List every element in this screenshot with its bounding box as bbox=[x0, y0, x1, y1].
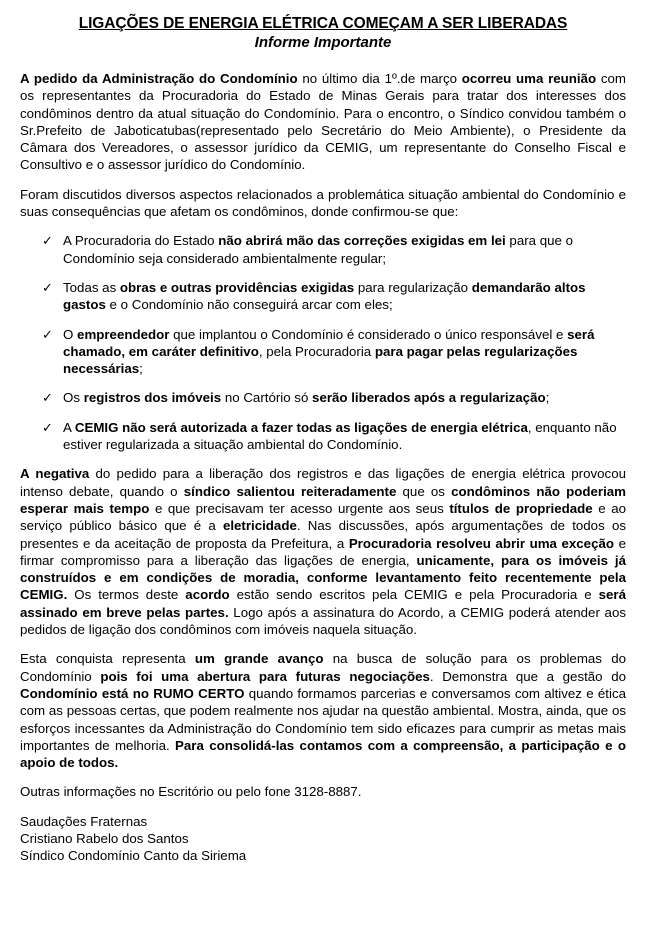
p3-s1: A negativa bbox=[20, 466, 90, 482]
c5-text-c: , enquanto não estiver regularizada a situação ambiental do Condomínio. bbox=[63, 419, 617, 453]
document-subtitle: Informe Importante bbox=[254, 34, 392, 51]
signature-name: Cristiano Rabelo dos Santos bbox=[20, 830, 189, 846]
signature-role: Síndico Condomínio Canto da Siriema bbox=[20, 848, 247, 864]
c3-text-c: que implantou o Condomínio é considerado o único responsável e bbox=[169, 326, 568, 342]
p3-s14: Os termos deste bbox=[67, 587, 186, 603]
p4-s7: quando formamos parcerias e conversamos com altivez e ética com as pessoas certas, que podem realmente nos ajudar na questão ambiental. Mostra, ainda, que os esforços incessantes da Administração do Condomínio tem sido eficazes para cumprir as metas mais importantes de melhoria. bbox=[20, 685, 626, 753]
p1-text-2: com os representantes da Procuradoria do Estado de Minas Gerais para tratar dos interesses dos condôminos dentro da atual situação do Condomínio. Para o encontro, o Síndico convidou também o Sr.Prefeito de Jaboticatubas(representado pelo Secretário do Meio Ambiente), o Presidente da Câmara dos Vereadores, o assessor jurídico da CEMIG, um representante do Conselho Fiscal e Consultivo e o assessor jurídico do Condomínio. bbox=[20, 71, 626, 173]
document-page bbox=[20, 0, 626, 865]
p1-bold-1: A pedido da Administração do Condomínio bbox=[20, 71, 298, 86]
c5-text-a: A bbox=[63, 419, 75, 435]
p4-s6: Condomínio está no RUMO CERTO bbox=[20, 685, 245, 701]
p3-s18: Logo após a assinatura do Acordo, a CEMIG poderá atender aos pedidos de ligação dos condôminos com imóveis naquela situação. bbox=[20, 604, 626, 638]
c3-bold-f: para pagar pelas regularizações necessárias bbox=[63, 343, 578, 377]
p3-s10: . Nas discussões, após argumentações de todos os presentes e da aceitação de proposta da Prefeitura, a bbox=[20, 518, 626, 551]
c2-text-e: e o Condomínio não conseguirá arcar com eles; bbox=[105, 297, 393, 313]
c1-text-c: para que o Condomínio seja considerado ambientalmente regular; bbox=[63, 233, 574, 266]
list-item bbox=[20, 389, 626, 406]
p4-s5: . Demonstra que a gestão do bbox=[429, 668, 626, 684]
checkmark-icon: ✓ bbox=[42, 279, 53, 295]
p4-s1: Esta conquista representa bbox=[20, 651, 195, 667]
c3-bold-d: será chamado, em caráter definitivo bbox=[63, 326, 595, 359]
p3-s7: títulos de propriedade bbox=[449, 500, 593, 516]
c2-text-a: Todas as bbox=[63, 279, 120, 295]
c5-bold-b: CEMIG não será autorizada a fazer todas as ligações de energia elétrica bbox=[74, 419, 528, 435]
paragraph-meeting bbox=[20, 70, 626, 174]
p3-s12: e firmar compromisso para a liberação das ligações de energia, bbox=[20, 535, 626, 568]
p3-s9: eletricidade bbox=[222, 518, 297, 534]
paragraph-contact: Outras informações no Escritório ou pelo fone 3128-8887. bbox=[20, 784, 362, 800]
p3-s17: será assinado em breve pelas partes. bbox=[20, 587, 626, 620]
p4-s8: Para consolidá-las contamos com a compreensão, a participação e o apoio de todos. bbox=[20, 737, 626, 771]
document-title: LIGAÇÕES DE ENERGIA ELÉTRICA COMEÇAM A SER LIBERADAS bbox=[78, 15, 568, 32]
p3-s4: que os bbox=[396, 483, 452, 499]
list-item bbox=[20, 326, 626, 378]
paragraph-discussion: Foram discutidos diversos aspectos relacionados a problemática situação ambiental do Condomínio e suas consequências que afetam os condôminos, donde confirmou-se que: bbox=[20, 186, 626, 220]
checkmark-icon: ✓ bbox=[42, 419, 53, 435]
p3-s5: condôminos não poderiam esperar mais tempo bbox=[20, 483, 626, 516]
p3-s8: e ao serviço público básico que é a bbox=[20, 500, 627, 534]
c4-text-a: Os bbox=[63, 390, 84, 406]
p3-s11: Procuradoria resolveu abrir uma exceção bbox=[348, 535, 614, 551]
c2-bold-b: obras e outras providências exigidas bbox=[119, 279, 355, 295]
p3-s13: unicamente, para os imóveis já construídos e em condições de moradia, conforme levantamento feito recentemente pela CEMIG. bbox=[20, 552, 626, 603]
c2-bold-d: demandarão altos gastos bbox=[63, 279, 586, 313]
c4-text-e: ; bbox=[545, 390, 550, 406]
p1-bold-2: ocorreu uma reunião bbox=[461, 71, 597, 86]
checklist bbox=[20, 232, 626, 453]
c1-bold-b: não abrirá mão das correções exigidas em lei bbox=[218, 233, 506, 249]
p1-text-1: no último dia 1º.de março bbox=[297, 71, 462, 86]
p4-s2: um grande avanço bbox=[194, 651, 324, 667]
c1-text-a: A Procuradoria do Estado bbox=[63, 233, 219, 249]
c3-text-a: O bbox=[63, 326, 78, 342]
p3-s16: estão sendo escritos pela CEMIG e pela Procuradoria e bbox=[229, 587, 599, 603]
checkmark-icon: ✓ bbox=[42, 390, 53, 406]
signature-block bbox=[20, 813, 626, 865]
paragraph-conquest bbox=[20, 650, 626, 771]
p3-s3: síndico salientou reiteradamente bbox=[183, 483, 397, 499]
checkmark-icon: ✓ bbox=[42, 233, 53, 249]
p3-s15: acordo bbox=[185, 587, 230, 603]
c4-bold-b: registros dos imóveis bbox=[83, 390, 222, 406]
signature-greeting: Saudações Fraternas bbox=[20, 813, 148, 829]
paragraph-negotiation bbox=[20, 465, 626, 638]
c2-text-c: para regularização bbox=[354, 279, 472, 295]
c3-text-e: , pela Procuradoria bbox=[258, 343, 375, 359]
list-item bbox=[20, 279, 626, 314]
c3-bold-b: empreendedor bbox=[77, 326, 170, 342]
c3-text-g: ; bbox=[139, 361, 143, 377]
c4-bold-d: serão liberados após a regularização bbox=[312, 390, 546, 406]
p3-s6: e que precisavam ter acesso urgente aos seus bbox=[149, 500, 450, 516]
p4-s4: pois foi uma abertura para futuras negociações bbox=[100, 668, 430, 684]
list-item bbox=[20, 419, 626, 454]
c4-text-c: no Cartório só bbox=[221, 390, 313, 406]
p4-s3: na busca de solução para os problemas do Condomínio bbox=[20, 651, 626, 684]
checkmark-icon: ✓ bbox=[42, 326, 53, 342]
p3-s2: do pedido para a liberação dos registros e das ligações de energia elétrica provocou intenso debate, quando o bbox=[20, 466, 626, 499]
list-item bbox=[20, 232, 626, 267]
